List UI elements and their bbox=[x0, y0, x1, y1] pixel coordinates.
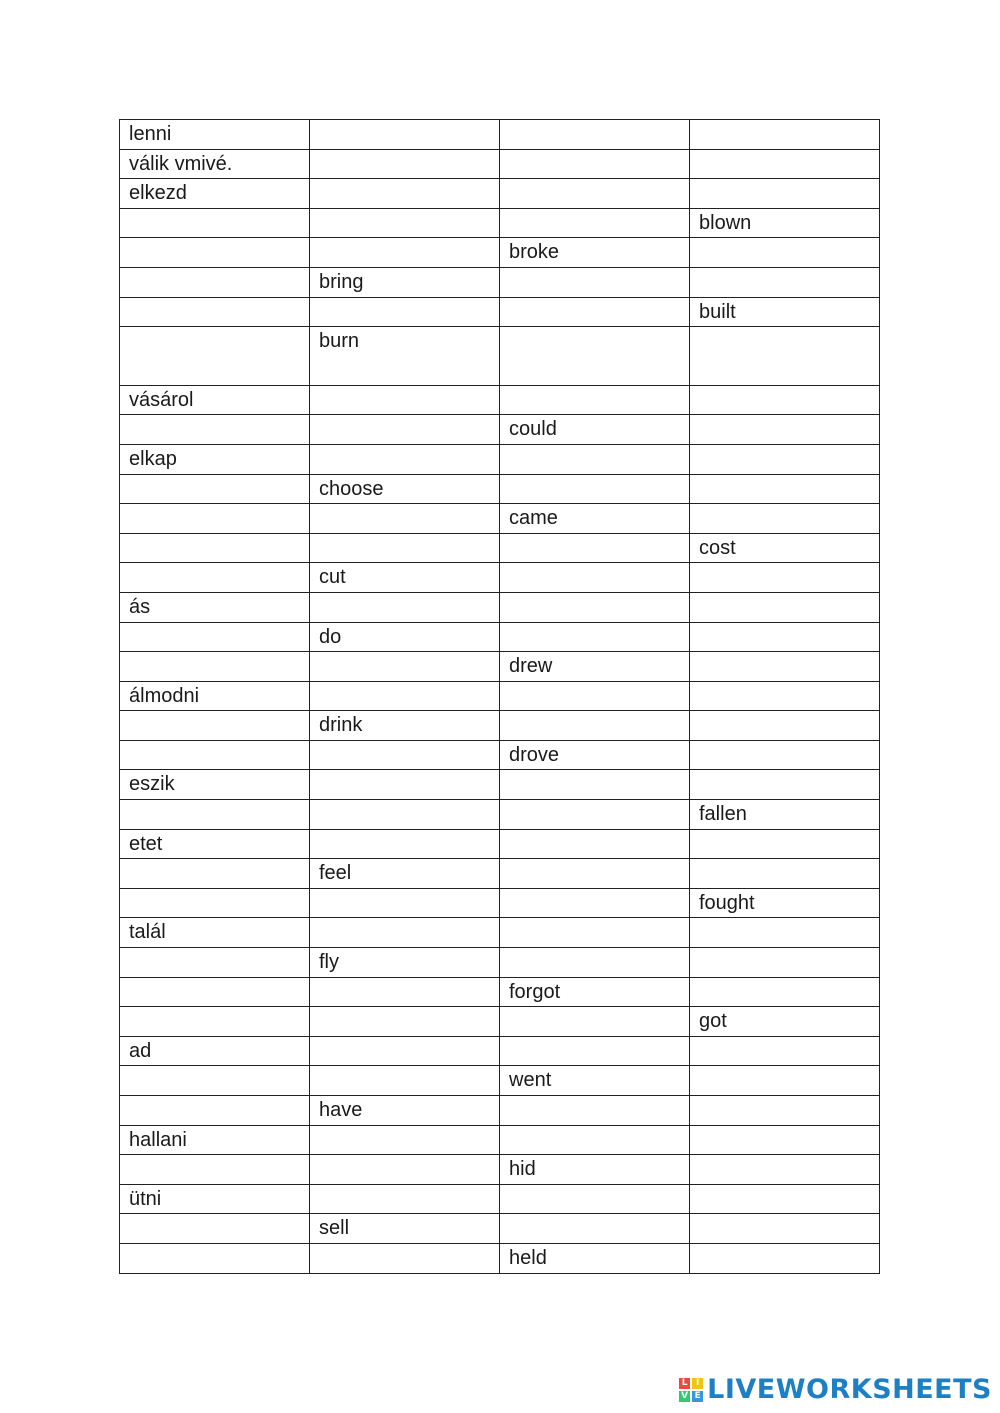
table-cell[interactable] bbox=[500, 149, 690, 179]
table-cell[interactable] bbox=[310, 800, 500, 830]
table-cell[interactable] bbox=[690, 1214, 880, 1244]
table-cell[interactable] bbox=[120, 977, 310, 1007]
table-cell[interactable] bbox=[310, 592, 500, 622]
table-cell[interactable] bbox=[120, 208, 310, 238]
table-cell: lenni bbox=[120, 120, 310, 150]
logo-mark-icon bbox=[679, 1378, 703, 1402]
table-cell[interactable] bbox=[500, 1036, 690, 1066]
table-cell[interactable] bbox=[690, 1243, 880, 1273]
table-row bbox=[120, 681, 880, 711]
table-cell: drink bbox=[310, 711, 500, 741]
table-cell[interactable] bbox=[120, 1066, 310, 1096]
table-cell[interactable] bbox=[310, 977, 500, 1007]
table-cell[interactable] bbox=[690, 948, 880, 978]
table-cell: held bbox=[500, 1243, 690, 1273]
table-cell[interactable] bbox=[120, 563, 310, 593]
table-cell: talál bbox=[120, 918, 310, 948]
table-row bbox=[120, 1096, 880, 1126]
table-cell: broke bbox=[500, 238, 690, 268]
table-cell: feel bbox=[310, 859, 500, 889]
table-cell[interactable] bbox=[310, 652, 500, 682]
table-cell: válik vmivé. bbox=[120, 149, 310, 179]
table-row bbox=[120, 444, 880, 474]
table-cell[interactable] bbox=[690, 652, 880, 682]
table-cell[interactable] bbox=[690, 385, 880, 415]
table-row bbox=[120, 1007, 880, 1037]
table-cell[interactable] bbox=[310, 444, 500, 474]
table-cell[interactable] bbox=[690, 1125, 880, 1155]
table-cell[interactable] bbox=[690, 711, 880, 741]
table-cell: álmodni bbox=[120, 681, 310, 711]
logo-mark-letter: L bbox=[679, 1378, 690, 1389]
table-cell[interactable] bbox=[690, 327, 880, 386]
table-cell[interactable] bbox=[500, 563, 690, 593]
table-row bbox=[120, 179, 880, 209]
table-cell[interactable] bbox=[690, 622, 880, 652]
verb-table-body bbox=[120, 120, 880, 1274]
table-row bbox=[120, 327, 880, 386]
table-cell[interactable] bbox=[310, 888, 500, 918]
table-cell[interactable] bbox=[120, 297, 310, 327]
table-cell[interactable] bbox=[500, 770, 690, 800]
table-cell[interactable] bbox=[500, 267, 690, 297]
table-cell[interactable] bbox=[310, 1155, 500, 1185]
table-cell: could bbox=[500, 415, 690, 445]
table-row bbox=[120, 829, 880, 859]
table-cell[interactable] bbox=[690, 267, 880, 297]
table-cell: choose bbox=[310, 474, 500, 504]
liveworksheets-logo bbox=[679, 1374, 992, 1405]
table-cell[interactable] bbox=[690, 977, 880, 1007]
table-cell[interactable] bbox=[120, 1214, 310, 1244]
table-cell[interactable] bbox=[120, 1096, 310, 1126]
table-cell[interactable] bbox=[500, 918, 690, 948]
table-cell[interactable] bbox=[690, 179, 880, 209]
table-cell[interactable] bbox=[310, 1184, 500, 1214]
table-cell: have bbox=[310, 1096, 500, 1126]
table-cell[interactable] bbox=[500, 1214, 690, 1244]
table-cell[interactable] bbox=[690, 1066, 880, 1096]
table-row bbox=[120, 652, 880, 682]
table-cell[interactable] bbox=[500, 208, 690, 238]
table-row bbox=[120, 208, 880, 238]
table-cell[interactable] bbox=[500, 859, 690, 889]
table-row bbox=[120, 385, 880, 415]
table-cell: fly bbox=[310, 948, 500, 978]
table-row bbox=[120, 1155, 880, 1185]
table-cell[interactable] bbox=[120, 888, 310, 918]
table-cell[interactable] bbox=[690, 740, 880, 770]
table-cell: do bbox=[310, 622, 500, 652]
table-cell[interactable] bbox=[310, 1243, 500, 1273]
table-cell[interactable] bbox=[310, 681, 500, 711]
table-row bbox=[120, 297, 880, 327]
table-cell: bring bbox=[310, 267, 500, 297]
table-cell[interactable] bbox=[120, 533, 310, 563]
table-cell: hid bbox=[500, 1155, 690, 1185]
table-cell: drew bbox=[500, 652, 690, 682]
table-cell[interactable] bbox=[500, 533, 690, 563]
table-cell[interactable] bbox=[500, 179, 690, 209]
table-cell[interactable] bbox=[120, 238, 310, 268]
table-cell: went bbox=[500, 1066, 690, 1096]
table-cell[interactable] bbox=[500, 1096, 690, 1126]
table-row bbox=[120, 948, 880, 978]
table-cell[interactable] bbox=[310, 1066, 500, 1096]
table-cell[interactable] bbox=[310, 208, 500, 238]
table-cell[interactable] bbox=[120, 859, 310, 889]
table-cell[interactable] bbox=[500, 1007, 690, 1037]
table-cell[interactable] bbox=[500, 1125, 690, 1155]
table-cell[interactable] bbox=[500, 622, 690, 652]
table-row bbox=[120, 859, 880, 889]
table-cell[interactable] bbox=[690, 149, 880, 179]
table-cell[interactable] bbox=[690, 681, 880, 711]
table-cell[interactable] bbox=[120, 1007, 310, 1037]
logo-mark-letter: I bbox=[692, 1378, 703, 1389]
table-cell[interactable] bbox=[500, 948, 690, 978]
table-cell: ás bbox=[120, 592, 310, 622]
table-cell[interactable] bbox=[500, 1184, 690, 1214]
table-cell[interactable] bbox=[690, 1184, 880, 1214]
table-row bbox=[120, 267, 880, 297]
table-cell[interactable] bbox=[690, 859, 880, 889]
table-row bbox=[120, 120, 880, 150]
table-cell[interactable] bbox=[310, 1125, 500, 1155]
table-cell[interactable] bbox=[120, 711, 310, 741]
table-cell[interactable] bbox=[690, 504, 880, 534]
table-cell[interactable] bbox=[310, 504, 500, 534]
table-cell[interactable] bbox=[310, 149, 500, 179]
table-cell[interactable] bbox=[690, 474, 880, 504]
table-cell[interactable] bbox=[690, 1096, 880, 1126]
table-cell[interactable] bbox=[120, 622, 310, 652]
table-row bbox=[120, 533, 880, 563]
table-cell[interactable] bbox=[310, 918, 500, 948]
table-cell[interactable] bbox=[500, 474, 690, 504]
table-cell[interactable] bbox=[120, 474, 310, 504]
table-cell[interactable] bbox=[310, 740, 500, 770]
table-cell[interactable] bbox=[690, 415, 880, 445]
table-cell[interactable] bbox=[500, 800, 690, 830]
table-cell[interactable] bbox=[120, 504, 310, 534]
table-cell: cut bbox=[310, 563, 500, 593]
table-cell[interactable] bbox=[690, 829, 880, 859]
table-row bbox=[120, 238, 880, 268]
table-cell: came bbox=[500, 504, 690, 534]
table-row bbox=[120, 1066, 880, 1096]
logo-mark-letter: V bbox=[679, 1391, 690, 1402]
table-cell: fought bbox=[690, 888, 880, 918]
table-row bbox=[120, 474, 880, 504]
table-cell[interactable] bbox=[500, 829, 690, 859]
table-row bbox=[120, 977, 880, 1007]
table-cell[interactable] bbox=[310, 1007, 500, 1037]
table-cell[interactable] bbox=[500, 888, 690, 918]
table-cell[interactable] bbox=[500, 297, 690, 327]
table-cell: ad bbox=[120, 1036, 310, 1066]
table-cell: burn bbox=[310, 327, 500, 386]
table-cell[interactable] bbox=[310, 120, 500, 150]
table-cell[interactable] bbox=[690, 770, 880, 800]
table-cell[interactable] bbox=[310, 415, 500, 445]
table-cell: etet bbox=[120, 829, 310, 859]
table-row bbox=[120, 1214, 880, 1244]
table-cell[interactable] bbox=[120, 740, 310, 770]
table-row bbox=[120, 592, 880, 622]
table-cell[interactable] bbox=[120, 1155, 310, 1185]
table-cell[interactable] bbox=[690, 120, 880, 150]
table-cell: vásárol bbox=[120, 385, 310, 415]
table-cell[interactable] bbox=[690, 918, 880, 948]
table-cell[interactable] bbox=[310, 297, 500, 327]
table-cell: hallani bbox=[120, 1125, 310, 1155]
table-row bbox=[120, 1125, 880, 1155]
table-row bbox=[120, 415, 880, 445]
table-row bbox=[120, 918, 880, 948]
table-cell[interactable] bbox=[690, 1036, 880, 1066]
table-row bbox=[120, 149, 880, 179]
table-row bbox=[120, 1184, 880, 1214]
table-row bbox=[120, 711, 880, 741]
table-cell[interactable] bbox=[500, 120, 690, 150]
table-cell[interactable] bbox=[690, 444, 880, 474]
table-cell: eszik bbox=[120, 770, 310, 800]
table-row bbox=[120, 800, 880, 830]
table-row bbox=[120, 770, 880, 800]
table-cell[interactable] bbox=[310, 770, 500, 800]
table-cell[interactable] bbox=[500, 592, 690, 622]
table-cell: ütni bbox=[120, 1184, 310, 1214]
table-row bbox=[120, 504, 880, 534]
table-cell[interactable] bbox=[500, 711, 690, 741]
table-cell[interactable] bbox=[120, 267, 310, 297]
table-cell: forgot bbox=[500, 977, 690, 1007]
table-cell[interactable] bbox=[690, 563, 880, 593]
table-cell[interactable] bbox=[310, 385, 500, 415]
table-cell[interactable] bbox=[500, 327, 690, 386]
logo-text: LIVEWORKSHEETS bbox=[707, 1374, 992, 1405]
table-cell[interactable] bbox=[690, 592, 880, 622]
table-cell: sell bbox=[310, 1214, 500, 1244]
table-cell: cost bbox=[690, 533, 880, 563]
table-cell[interactable] bbox=[690, 238, 880, 268]
table-row bbox=[120, 1036, 880, 1066]
table-cell[interactable] bbox=[120, 652, 310, 682]
table-cell: elkezd bbox=[120, 179, 310, 209]
table-cell[interactable] bbox=[310, 179, 500, 209]
table-cell[interactable] bbox=[310, 829, 500, 859]
table-cell: blown bbox=[690, 208, 880, 238]
table-cell[interactable] bbox=[310, 1036, 500, 1066]
table-cell: fallen bbox=[690, 800, 880, 830]
table-cell: got bbox=[690, 1007, 880, 1037]
table-cell: drove bbox=[500, 740, 690, 770]
table-row bbox=[120, 740, 880, 770]
table-cell[interactable] bbox=[120, 415, 310, 445]
table-cell: elkap bbox=[120, 444, 310, 474]
irregular-verbs-table bbox=[119, 119, 880, 1274]
logo-mark-letter: E bbox=[692, 1391, 703, 1402]
table-row bbox=[120, 622, 880, 652]
table-row bbox=[120, 888, 880, 918]
table-cell[interactable] bbox=[690, 1155, 880, 1185]
table-cell[interactable] bbox=[120, 948, 310, 978]
table-cell[interactable] bbox=[500, 444, 690, 474]
table-cell[interactable] bbox=[120, 327, 310, 386]
table-cell[interactable] bbox=[500, 385, 690, 415]
table-cell[interactable] bbox=[500, 681, 690, 711]
table-cell[interactable] bbox=[310, 533, 500, 563]
table-cell: built bbox=[690, 297, 880, 327]
worksheet bbox=[119, 119, 880, 1274]
table-row bbox=[120, 563, 880, 593]
table-cell[interactable] bbox=[120, 1243, 310, 1273]
table-row bbox=[120, 1243, 880, 1273]
table-cell[interactable] bbox=[310, 238, 500, 268]
table-cell[interactable] bbox=[120, 800, 310, 830]
